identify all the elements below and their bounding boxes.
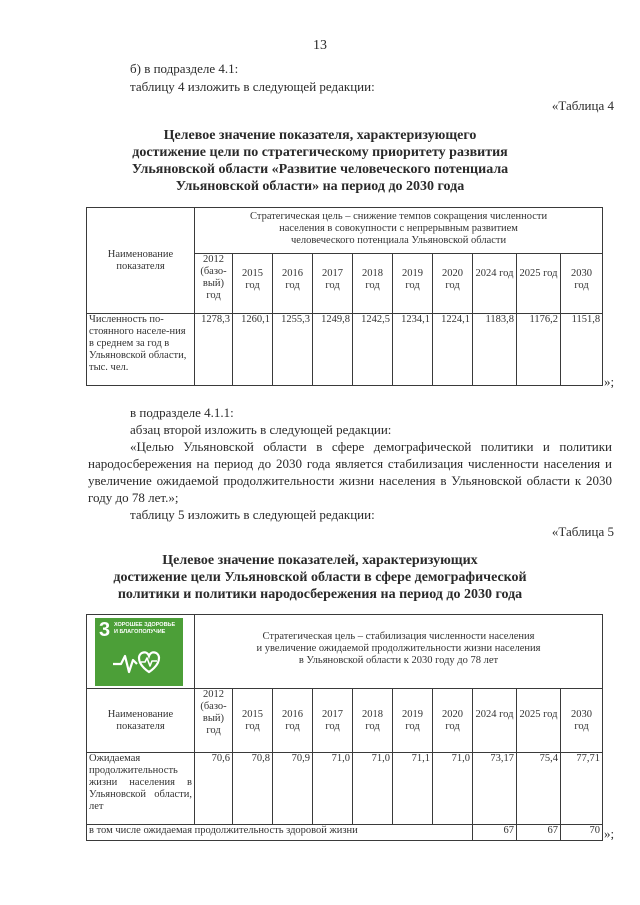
table5-value: 73,17 [473,753,517,825]
indicator-header: Наименование показателя [87,208,195,314]
section2-line-1: в подразделе 4.1.1: [130,405,234,420]
table4-title-line: Ульяновской области «Развитие человеческого потенциала [131,162,509,177]
year-base-header: 2012 (базо-вый) год [195,254,233,314]
table4-value: 1278,3 [195,314,233,386]
year-header: 2016 год [273,689,313,753]
goal-line: и увеличение ожидаемой продолжительности жизни населения [256,643,541,654]
table4-row-label: Численность по-стоянного населе-ния в среднем за год в Ульяновской области, тыс. чел. [87,314,195,386]
table4-value: 1234,1 [393,314,433,386]
year-header: 2020 год [433,254,473,314]
year-base-header: 2012 (базо-вый) год [195,689,233,753]
sdg-text-line: ХОРОШЕЕ ЗДОРОВЬЕ [114,622,176,628]
year-header: 2025 год [517,254,561,314]
goal-line: населения в совокупности с непрерывным развитием [279,223,518,234]
table4-ref: «Таблица 4 [551,98,614,113]
strategic-goal-header [195,208,603,254]
table5-value: 70,6 [195,753,233,825]
table5-value: 67 [517,825,561,841]
table4-value: 1242,5 [353,314,393,386]
goal-line: Стратегическая цель – снижение темпов сокращения численности [249,211,548,222]
year-header: 2019 год [393,254,433,314]
table4 [86,207,603,386]
year-header: 2025 год [517,689,561,753]
year-header: 2016 год [273,254,313,314]
goal-line: Стратегическая цель – стабилизация численности населения [262,631,535,642]
year-header: 2020 год [433,689,473,753]
table5-title-line: Целевое значение показателей, характеризующих [162,553,478,568]
year-header: 2030 год [561,254,603,314]
table5-value: 67 [473,825,517,841]
table5-ref: «Таблица 5 [551,524,614,539]
table5-value: 77,71 [561,753,603,825]
year-header: 2024 год [473,689,517,753]
year-header: 2018 год [353,689,393,753]
table4-title-line: Ульяновской области» на период до 2030 года [175,179,465,194]
table5-value: 70,8 [233,753,273,825]
table5-value: 71,0 [313,753,353,825]
year-header: 2015 год [233,254,273,314]
table5-value: 70 [561,825,603,841]
intro-line-1: б) в подразделе 4.1: [130,61,239,76]
section2-line-2: абзац второй изложить в следующей редакции: [130,422,392,437]
goal-line: в Ульяновской области к 2030 году до 78 лет [298,655,499,666]
table4-title-line: Целевое значение показателя, характеризующего [163,128,477,143]
section2-quote: «Целью Ульяновской области в сфере демографической политики и политики народосбережения на период до 2030 года является стабилизация численности населения и увеличение ожидаемой продолжительности жизни населения в Ульяновской области к 2030 году до 78 лет.»; [88,439,612,505]
table4-value: 1183,8 [473,314,517,386]
sdg-text [114,622,175,636]
page-number: 13 [313,38,327,53]
table5-row2-label: в том числе ожидаемая продолжительность здоровой жизни [87,825,473,841]
table4-title-line: достижение цели по стратегическому приоритету развития [132,145,508,160]
table5-row1-label: Ожидаемая продолжительность жизни населения в Ульяновской области, лет [87,753,195,825]
table5-title-line: достижение цели Ульяновской области в сфере демографической [113,570,527,585]
year-header: 2030 год [561,689,603,753]
sdg-text-line: И БЛАГОПОЛУЧИЕ [114,629,166,635]
table4-title [0,127,640,195]
table5-close-mark: »; [604,826,615,841]
indicator-header: Наименование показателя [87,689,195,753]
intro-line-2: таблицу 4 изложить в следующей редакции: [130,79,375,94]
table4-value: 1260,1 [233,314,273,386]
heartbeat-icon [111,644,167,680]
table5 [86,614,603,841]
sdg-badge-cell [87,615,195,689]
table4-close-mark: »; [604,374,615,389]
table5-value: 70,9 [273,753,313,825]
year-header: 2017 год [313,689,353,753]
section2-line-3: таблицу 5 изложить в следующей редакции: [130,507,375,522]
table5-value: 71,0 [353,753,393,825]
table5-title-line: политики и политики народосбережения на период до 2030 года [117,587,523,602]
sdg-number: 3 [99,619,111,641]
table4-value: 1255,3 [273,314,313,386]
sdg-badge [95,618,183,686]
table5-value: 71,0 [433,753,473,825]
year-header: 2024 год [473,254,517,314]
table5-value: 71,1 [393,753,433,825]
table4-value: 1176,2 [517,314,561,386]
strategic-goal-header [195,615,603,689]
year-header: 2017 год [313,254,353,314]
goal-line: человеческого потенциала Ульяновской области [290,235,507,246]
table4-value: 1224,1 [433,314,473,386]
table5-value: 75,4 [517,753,561,825]
year-header: 2015 год [233,689,273,753]
year-header: 2019 год [393,689,433,753]
year-header: 2018 год [353,254,393,314]
table4-value: 1151,8 [561,314,603,386]
table5-title [0,552,640,603]
table4-value: 1249,8 [313,314,353,386]
